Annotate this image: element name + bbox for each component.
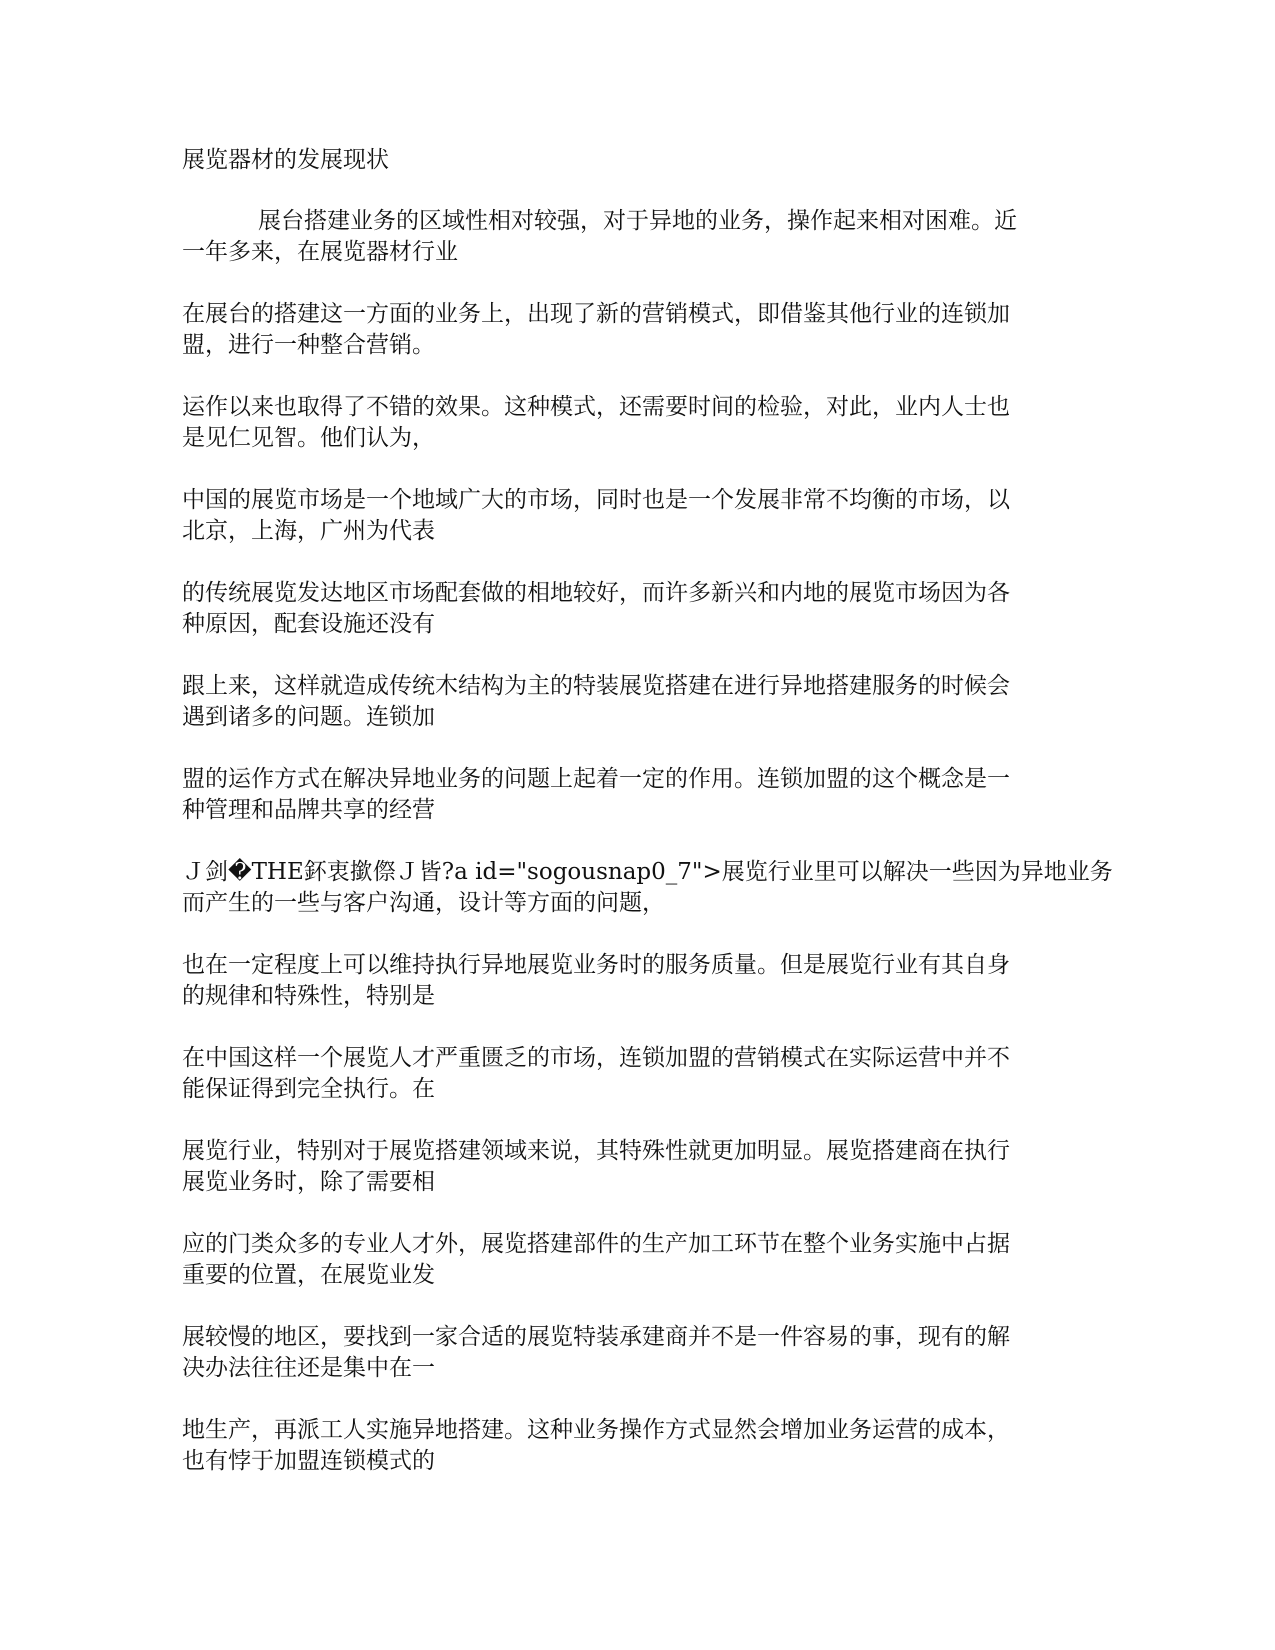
paragraph: [182, 1043, 1088, 1105]
paragraph-line: 展台搭建业务的区域性相对较强，对于异地的业务，操作起来相对困难。近: [258, 208, 1017, 234]
paragraph-line: 也有悖于加盟连锁模式的: [182, 1448, 435, 1474]
paragraph-line: 北京，上海，广州为代表: [182, 518, 435, 544]
paragraph-line: 种管理和品牌共享的经营: [182, 797, 435, 823]
document-title: 展览器材的发展现状: [182, 147, 389, 173]
paragraph: [182, 764, 1088, 826]
paragraph-line: 盟，进行一种整合营销。: [182, 332, 435, 358]
paragraph-line: 重要的位置，在展览业发: [182, 1262, 435, 1288]
paragraph-line: 而产生的一些与客户沟通，设计等方面的问题，: [182, 890, 665, 916]
paragraph: [182, 1415, 1088, 1477]
paragraph-line: 决办法往往还是集中在一: [182, 1355, 435, 1381]
paragraph-line: 能保证得到完全执行。在: [182, 1076, 435, 1102]
paragraph: [182, 206, 1088, 268]
paragraph-line: 运作以来也取得了不错的效果。这种模式，还需要时间的检验，对此，业内人士也: [182, 394, 1010, 420]
paragraph-line: 地生产，再派工人实施异地搭建。这种业务操作方式显然会增加业务运营的成本，: [182, 1417, 1010, 1443]
paragraph-line: 展览行业，特别对于展览搭建领域来说，其特殊性就更加明显。展览搭建商在执行: [182, 1138, 1010, 1164]
paragraph-line: 中国的展览市场是一个地域广大的市场，同时也是一个发展非常不均衡的市场，以: [182, 487, 1010, 513]
paragraph: [182, 392, 1088, 454]
paragraph-line: 跟上来，这样就造成传统木结构为主的特装展览搭建在进行异地搭建服务的时候会: [182, 673, 1010, 699]
paragraph: [182, 857, 1113, 919]
paragraph-line: 盟的运作方式在解决异地业务的问题上起着一定的作用。连锁加盟的这个概念是一: [182, 766, 1010, 792]
paragraph: [182, 578, 1088, 640]
paragraph-line: 也在一定程度上可以维持执行异地展览业务时的服务质量。但是展览行业有其自身: [182, 952, 1010, 978]
document-body: [182, 145, 1113, 1508]
paragraph: [182, 299, 1088, 361]
paragraph-line: 的规律和特殊性，特别是: [182, 983, 435, 1009]
paragraph: [182, 485, 1088, 547]
paragraph-line: 的传统展览发达地区市场配套做的相地较好，而许多新兴和内地的展览市场因为各: [182, 580, 1010, 606]
paragraph-line: 在展台的搭建这一方面的业务上，出现了新的营销模式，即借鉴其他行业的连锁加: [182, 301, 1010, 327]
paragraph-line: 遇到诸多的问题。连锁加: [182, 704, 435, 730]
paragraph-line: 应的门类众多的专业人才外，展览搭建部件的生产加工环节在整个业务实施中占据: [182, 1231, 1010, 1257]
paragraph-line: 在中国这样一个展览人才严重匮乏的市场，连锁加盟的营销模式在实际运营中并不: [182, 1045, 1010, 1071]
paragraph-line: 展览业务时，除了需要相: [182, 1169, 435, 1195]
paragraph-line: Ｊ剑�THE鈈衷撳傺Ｊ皆?a id="sogousnap0_7">展览行业里可以解决一些因为异地业务: [182, 859, 1113, 885]
paragraph: [182, 950, 1088, 1012]
paragraph: [182, 1136, 1088, 1198]
paragraph: [182, 1322, 1088, 1384]
paragraph: [182, 1229, 1088, 1291]
paragraph-line: 是见仁见智。他们认为，: [182, 425, 435, 451]
paragraph: [182, 671, 1088, 733]
paragraph-line: 展较慢的地区，要找到一家合适的展览特装承建商并不是一件容易的事，现有的解: [182, 1324, 1010, 1350]
paragraph-line: 一年多来，在展览器材行业: [182, 239, 458, 265]
paragraph-line: 种原因，配套设施还没有: [182, 611, 435, 637]
